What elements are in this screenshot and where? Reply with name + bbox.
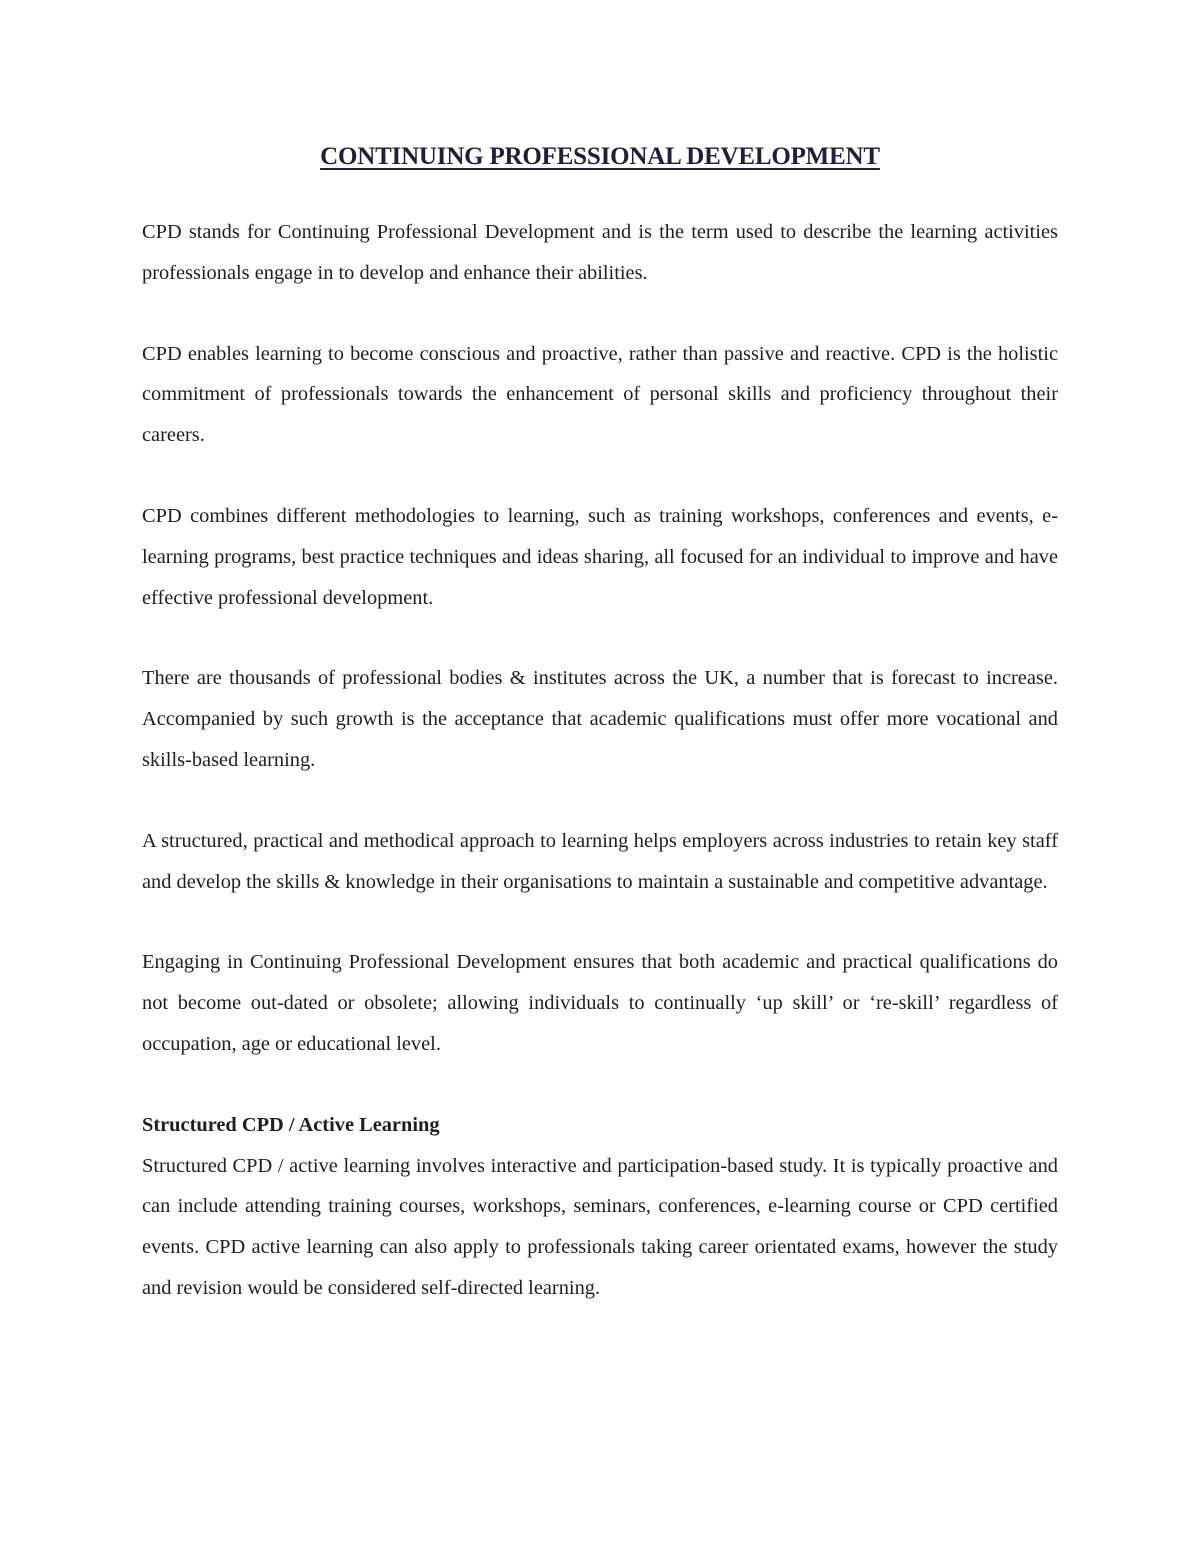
paragraph-structured-approach: A structured, practical and methodical approach to learning helps employers across industries to retain key staff and develop the skills & knowledge in their organisations to maintain a sustainable and competitive advantage. xyxy=(142,829,1058,893)
document-title: CONTINUING PROFESSIONAL DEVELOPMENT xyxy=(320,143,880,170)
section-paragraph: Structured CPD / active learning involves interactive and participation-based study. It is typically proactive and can include attending training courses, workshops, seminars, conferences, e-learning course or CPD certified events. CPD active learning can also apply to professionals taking career orientated exams, however the study and revision would be considered self-directed learning. xyxy=(142,1154,1058,1299)
paragraph-cpd-proactive: CPD enables learning to become conscious and proactive, rather than passive and reactive. CPD is the holistic commitment of professionals towards the enhancement of personal skills and proficiency throughout their careers. xyxy=(142,342,1058,447)
document-page xyxy=(142,140,1058,1349)
paragraph-engaging-cpd: Engaging in Continuing Professional Development ensures that both academic and practical qualifications do not become out-dated or obsolete; allowing individuals to continually ‘up skill’ or ‘re-skill’ regardless of occupation, age or educational level. xyxy=(142,951,1058,1055)
paragraph-cpd-definition: CPD stands for Continuing Professional Development and is the term used to describe the learning activities professionals engage in to develop and enhance their abilities. xyxy=(142,221,1058,284)
paragraph-cpd-methodologies: CPD combines different methodologies to learning, such as training workshops, conferences and events, e-learning programs, best practice techniques and ideas sharing, all focused for an individual to improve and have effective professional development. xyxy=(142,504,1058,609)
paragraph-professional-bodies: There are thousands of professional bodies & institutes across the UK, a number that is forecast to increase. Accompanied by such growth is the acceptance that academic qualifications must offer more vocational and skills-based learning. xyxy=(142,667,1058,771)
section-heading: Structured CPD / Active Learning xyxy=(142,1113,440,1136)
